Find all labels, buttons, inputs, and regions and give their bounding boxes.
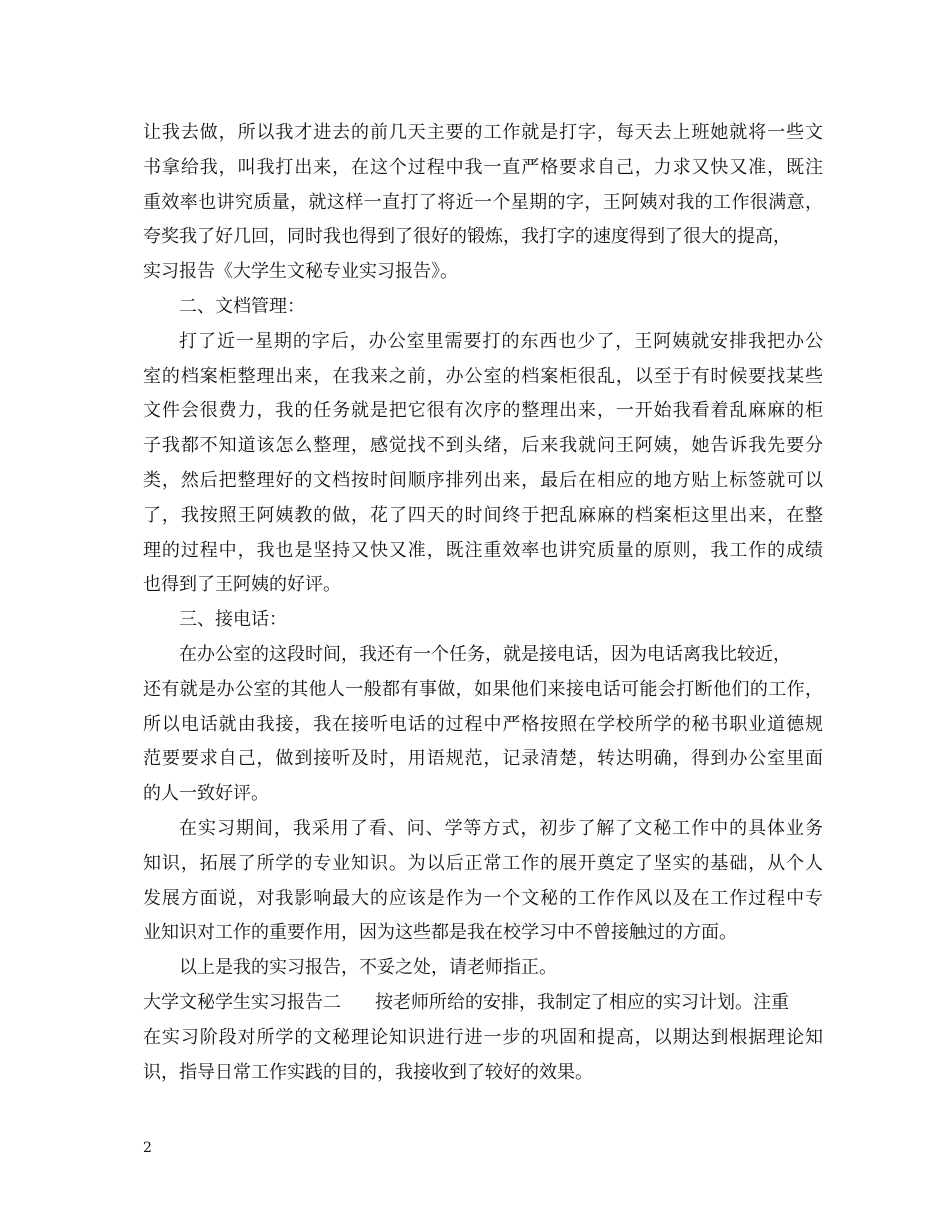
text-line: 也得到了王阿姨的好评。 <box>143 574 341 596</box>
text-line: 业知识对工作的重要作用，因为这些都是我在校学习中不曾接触过的方面。 <box>143 922 737 944</box>
text-line: 识，指导日常工作实践的目的，我接收到了较好的效果。 <box>143 1061 593 1083</box>
body-text <box>143 116 823 1090</box>
text-line: 重效率也讲究质量，就这样一直打了将近一个星期的字，王阿姨对我的工作很满意， <box>143 191 823 213</box>
text-line: 知识，拓展了所学的专业知识。为以后正常工作的展开奠定了坚实的基础，从个人 <box>143 852 823 874</box>
page-number: 2 <box>143 1140 152 1156</box>
text-line: 类，然后把整理好的文档按时间顺序排列出来，最后在相应的地方贴上标签就可以 <box>143 469 823 491</box>
text-line: 还有就是办公室的其他人一般都有事做，如果他们来接电话可能会打断他们的工作， <box>143 678 823 700</box>
text-line: 书拿给我，叫我打出来，在这个过程中我一直严格要求自己，力求又快又准，既注 <box>143 156 823 178</box>
text-line: 实习报告《大学生文秘专业实习报告》。 <box>143 261 458 283</box>
text-line: 打了近一星期的字后，办公室里需要打的东西也少了，王阿姨就安排我把办公 <box>179 330 823 352</box>
text-line: 发展方面说，对我影响最大的应该是作为一个文秘的工作作风以及在工作过程中专 <box>143 887 823 909</box>
section-two-first-line <box>143 986 823 1021</box>
text-line: 的人一致好评。 <box>143 783 269 805</box>
text-line: 理的过程中，我也是坚持又快又准，既注重效率也讲究质量的原则，我工作的成绩 <box>143 539 823 561</box>
text-line: 文件会很费力，我的任务就是把它很有次序的整理出来，一开始我看着乱麻麻的柜 <box>143 400 823 422</box>
text-line: 在实习阶段对所学的文秘理论知识进行进一步的巩固和提高，以期达到根据理论知 <box>143 1026 823 1048</box>
text-line: 范要要求自己，做到接听及时，用语规范，记录清楚，转达明确，得到办公室里面 <box>143 748 823 770</box>
text-line: 在办公室的这段时间，我还有一个任务，就是接电话，因为电话离我比较近， <box>179 643 791 665</box>
text-line: 让我去做，所以我才进去的前几天主要的工作就是打字，每天去上班她就将一些文 <box>143 122 823 143</box>
text-line: 夸奖我了好几回，同时我也得到了很好的锻炼，我打字的速度得到了很大的提高， <box>143 226 791 248</box>
text-line: 室的档案柜整理出来，在我来之前，办公室的档案柜很乱，以至于有时候要找某些 <box>143 365 823 387</box>
text-line: 了，我按照王阿姨教的做，花了四天的时间终于把乱麻麻的档案柜这里出来，在整 <box>143 504 823 526</box>
section-two-intro-text: 按老师所给的安排，我制定了相应的实习计划。注重 <box>375 991 789 1013</box>
text-line: 在实习期间，我采用了看、问、学等方式，初步了解了文秘工作中的具体业务 <box>179 817 823 839</box>
text-line: 所以电话就由我接，我在接听电话的过程中严格按照在学校所学的秘书职业道德规 <box>143 713 823 735</box>
text-line: 二、文档管理： <box>179 295 305 317</box>
text-line: 三、接电话： <box>179 609 287 631</box>
text-line: 以上是我的实习报告，不妥之处，请老师指正。 <box>179 957 557 979</box>
section-two-heading: 大学文秘学生实习报告二 <box>143 991 341 1013</box>
text-line: 子我都不知道该怎么整理，感觉找不到头绪，后来我就问王阿姨，她告诉我先要分 <box>143 435 823 457</box>
